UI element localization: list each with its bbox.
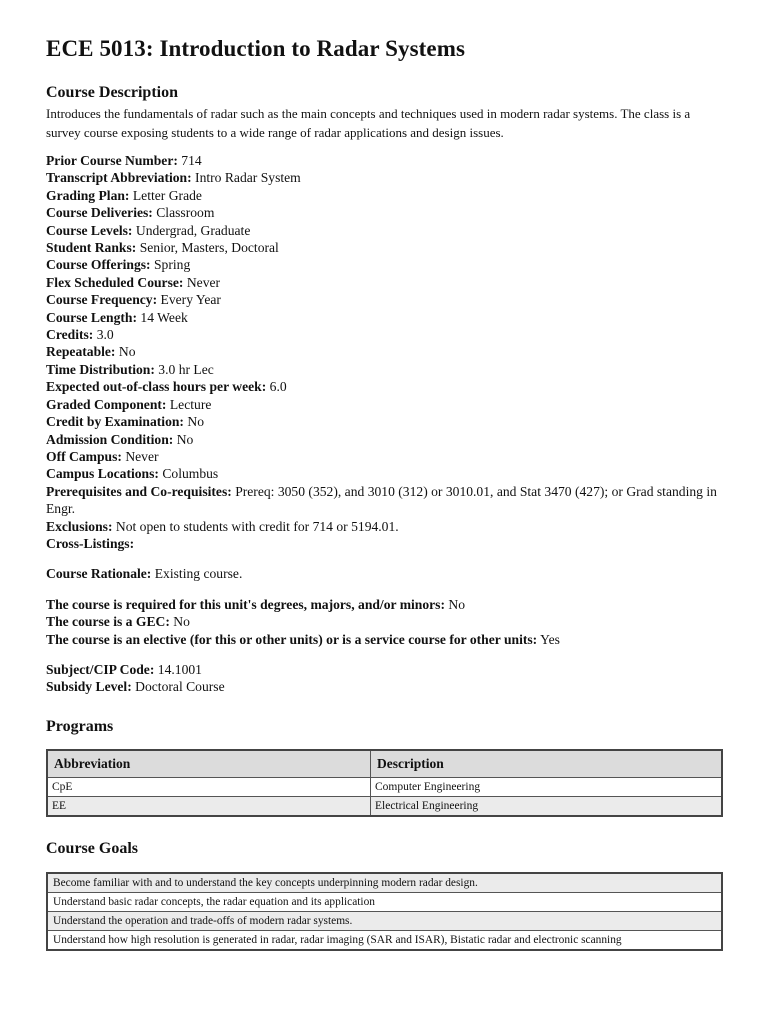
field-out-of-class-hours: Expected out-of-class hours per week: 6.0 <box>46 379 287 395</box>
course-goals-heading: Course Goals <box>46 840 138 857</box>
table-row <box>47 931 722 951</box>
field-course-length: Course Length: 14 Week <box>46 309 188 325</box>
table-header-row <box>47 750 722 778</box>
course-attributes <box>46 152 726 552</box>
field-prerequisites: Prerequisites and Co-requisites: Prereq: 3050 (352), and 3010 (312) or 3010.01, and Stat 3470 (427); or Grad standing in Engr. <box>46 483 717 517</box>
field-flex-scheduled: Flex Scheduled Course: Never <box>46 274 221 290</box>
field-required-for-degrees: The course is required for this unit's degrees, majors, and/or minors: No <box>46 597 466 612</box>
column-header-abbreviation: Abbreviation <box>47 750 371 778</box>
column-header-description: Description <box>371 750 723 778</box>
field-campus-locations: Campus Locations: Columbus <box>46 466 219 482</box>
table-row <box>47 893 722 912</box>
field-course-rationale: Course Rationale: Existing course. <box>46 566 243 581</box>
field-credit-by-examination: Credit by Examination: No <box>46 414 204 430</box>
table-row <box>47 778 722 797</box>
field-transcript-abbreviation: Transcript Abbreviation: Intro Radar System <box>46 170 301 186</box>
field-admission-condition: Admission Condition: No <box>46 431 194 447</box>
course-goal: Understand how high resolution is generated in radar, radar imaging (SAR and ISAR), Bistatic radar and electronic scanning <box>47 931 722 951</box>
field-is-gec: The course is a GEC: No <box>46 614 190 630</box>
field-graded-component: Graded Component: Lecture <box>46 396 212 412</box>
program-description: Computer Engineering <box>371 778 723 797</box>
page-title: ECE 5013: Introduction to Radar Systems <box>46 36 466 61</box>
field-prior-course-number: Prior Course Number: 714 <box>46 153 202 168</box>
field-cross-listings: Cross-Listings: <box>46 535 135 551</box>
field-off-campus: Off Campus: Never <box>46 448 159 464</box>
requirement-attributes <box>46 596 736 648</box>
course-description-text: Introduces the fundamentals of radar such as the main concepts and techniques used in modern radar systems. The class is a survey course exposing students to a wide range of radar applications and design issues. <box>46 106 691 140</box>
field-subsidy-level: Subsidy Level: Doctoral Course <box>46 679 225 695</box>
program-description: Electrical Engineering <box>371 797 723 817</box>
cip-attributes <box>46 661 225 696</box>
field-credits: Credits: 3.0 <box>46 327 114 343</box>
field-student-ranks: Student Ranks: Senior, Masters, Doctoral <box>46 240 279 256</box>
field-course-deliveries: Course Deliveries: Classroom <box>46 205 215 221</box>
field-time-distribution: Time Distribution: 3.0 hr Lec <box>46 361 214 377</box>
course-description-heading: Course Description <box>46 84 178 101</box>
table-row <box>47 912 722 931</box>
course-goal: Become familiar with and to understand the key concepts underpinning modern radar design. <box>47 873 722 893</box>
course-description-section <box>46 84 726 142</box>
field-cip-code: Subject/CIP Code: 14.1001 <box>46 662 202 677</box>
field-course-levels: Course Levels: Undergrad, Graduate <box>46 222 251 238</box>
programs-table <box>46 749 723 817</box>
table-row <box>47 873 722 893</box>
programs-heading: Programs <box>46 718 114 735</box>
field-is-elective: The course is an elective (for this or other units) or is a service course for other units: Yes <box>46 631 560 647</box>
field-grading-plan: Grading Plan: Letter Grade <box>46 187 202 203</box>
table-row <box>47 797 722 817</box>
program-abbreviation: EE <box>47 797 371 817</box>
field-exclusions: Exclusions: Not open to students with credit for 714 or 5194.01. <box>46 518 399 534</box>
program-abbreviation: CpE <box>47 778 371 797</box>
field-repeatable: Repeatable: No <box>46 344 136 360</box>
course-goal: Understand basic radar concepts, the radar equation and its application <box>47 893 722 912</box>
course-goals-table <box>46 872 723 951</box>
field-course-offerings: Course Offerings: Spring <box>46 257 191 273</box>
field-course-frequency: Course Frequency: Every Year <box>46 292 221 308</box>
course-goal: Understand the operation and trade-offs of modern radar systems. <box>47 912 722 931</box>
